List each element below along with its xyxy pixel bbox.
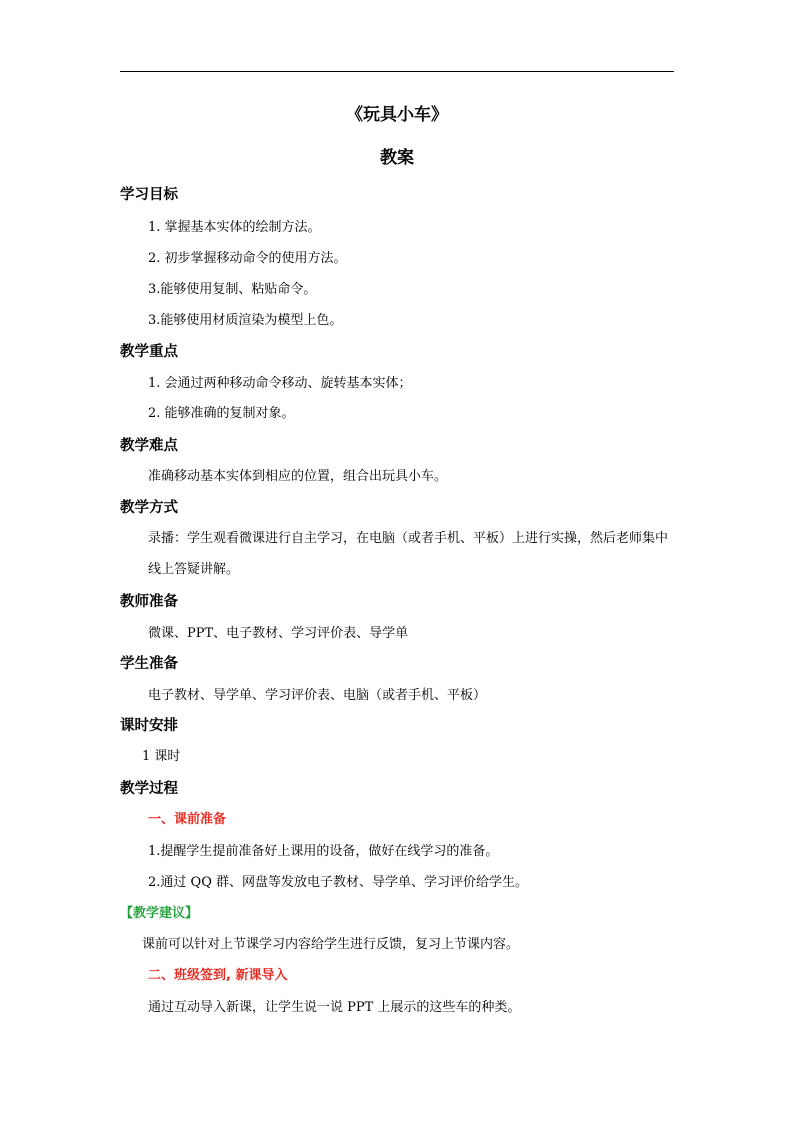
section-heading-difficulties: 教学难点 [120,438,178,454]
section-heading-goals: 学习目标 [120,187,178,203]
document-subtitle: 教案 [380,148,414,168]
process-step-2-text: 通过互动导入新课，让学生说一说 PPT 上展示的这些车的种类。 [148,1000,521,1015]
difficulties-text: 准确移动基本实体到相应的位置，组合出玩具小车。 [148,469,448,484]
process-step-1-title: 一、课前准备 [148,812,227,827]
process-step-1-item-1: 1.提醒学生提前准备好上课用的设备，做好在线学习的准备。 [148,844,499,859]
student-prep-text: 电子教材、导学单、学习评价表、电脑（或者手机、平板） [148,688,487,703]
document-title: 《玩具小车》 [346,105,448,125]
section-heading-student-prep: 学生准备 [120,656,178,672]
schedule-text: 1 课时 [142,749,181,764]
goal-item-2: 2. 初步掌握移动命令的使用方法。 [148,251,347,266]
teaching-suggestion-text: 课前可以针对上节课学习内容给学生进行反馈，复习上节课内容。 [142,937,520,952]
goal-item-3: 3.能够使用复制、粘贴命令。 [148,282,317,297]
section-heading-method: 教学方式 [120,500,178,516]
key-point-item-2: 2. 能够准确的复制对象。 [148,406,295,421]
header-rule [120,71,674,72]
section-heading-process: 教学过程 [120,781,178,797]
goal-item-1: 1. 掌握基本实体的绘制方法。 [148,220,321,235]
key-point-item-1: 1. 会通过两种移动命令移动、旋转基本实体； [148,376,412,391]
process-step-1-item-2: 2.通过 QQ 群、网盘等发放电子教材、导学单、学习评价给学生。 [148,875,528,890]
section-heading-schedule: 课时安排 [120,718,178,734]
goal-item-4: 3.能够使用材质渲染为模型上色。 [148,313,343,328]
teaching-suggestion-label: 【教学建议】 [120,906,199,921]
section-heading-teacher-prep: 教师准备 [120,594,178,610]
method-text: 录播：学生观看微课进行自主学习，在电脑（或者手机、平板）上进行实操，然后老师集中线上答疑讲解。 [148,531,669,577]
section-heading-key-points: 教学重点 [120,344,178,360]
teacher-prep-text: 微课、PPT、电子教材、学习评价表、导学单 [148,626,409,641]
process-step-2-title: 二、班级签到, 新课导入 [148,968,288,983]
